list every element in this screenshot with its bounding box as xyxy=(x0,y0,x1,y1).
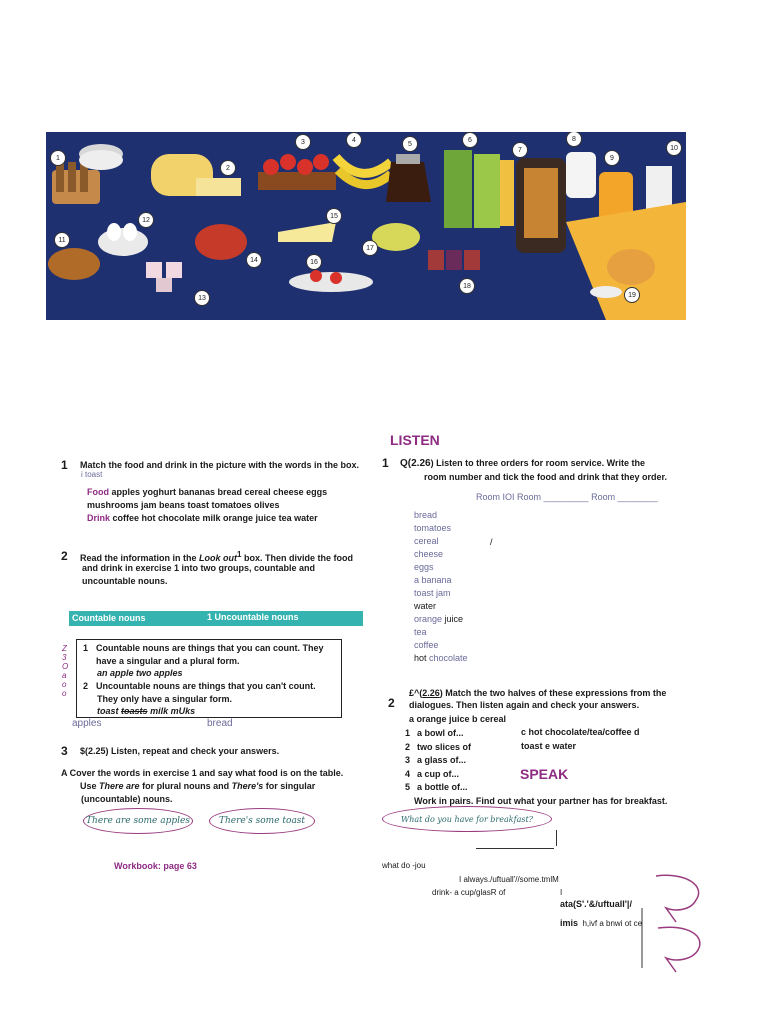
olives-drawing xyxy=(372,223,420,251)
room-item-label: a banana xyxy=(414,575,452,585)
listen-exercise-1-line1 xyxy=(400,458,645,469)
drink-label: Drink xyxy=(87,513,111,523)
room-service-item-list xyxy=(414,510,468,666)
expression-text: a bowl of... xyxy=(417,728,464,738)
room-item xyxy=(414,627,468,640)
rule-2-line1: Uncountable nouns are things that you can't count. xyxy=(96,681,316,691)
picture-label-7: 7 xyxy=(512,142,528,158)
expression-item xyxy=(405,769,471,783)
breakfast-illustration xyxy=(46,132,686,320)
tick-mark: / xyxy=(490,537,493,547)
prompt-fragment-2: I always./uftuall'//some.tmlM xyxy=(459,875,559,884)
ex4-e: for singular xyxy=(265,781,316,791)
listen-exercise-2-line1 xyxy=(409,688,681,698)
listen-1-text: ) Listen to three orders for room service. Write the xyxy=(430,458,645,468)
exercise-3-instruction: $(2.25) Listen, repeat and check your answers. xyxy=(80,746,280,756)
listen-exercise-2-number: 2 xyxy=(388,696,395,710)
expression-number: 4 xyxy=(405,768,411,779)
room-item-label: cereal xyxy=(414,536,439,546)
nouns-table-header xyxy=(69,611,363,626)
room-item xyxy=(414,588,468,601)
jam-drawing xyxy=(428,250,480,270)
expression-text: two slices of xyxy=(417,741,472,752)
speak-heading: SPEAK xyxy=(520,766,569,782)
room-item-label: toast jam xyxy=(414,588,451,598)
juice-urn-drawing xyxy=(516,158,566,253)
exercise-2-line1 xyxy=(80,550,353,563)
picture-label-1: 1 xyxy=(50,150,66,166)
expression-number: 5 xyxy=(405,782,411,792)
exercise-1-instruction: Match the food and drink in the picture with the words in the box. xyxy=(80,460,360,470)
example-toasts-struck: toasts xyxy=(121,706,148,716)
expression-options-line2: toast e water xyxy=(521,741,577,751)
exercise-4-line3: (uncountable) nouns. xyxy=(81,794,173,804)
prompt-fragment-6 xyxy=(560,913,642,931)
picture-label-13: 13 xyxy=(194,290,210,306)
countable-column-apples: apples xyxy=(72,718,102,729)
listen-exercise-1-line2: room number and tick the food and drink that they order. xyxy=(424,472,668,482)
uncountable-column-bread: bread xyxy=(207,718,233,729)
food-words-line2: mushrooms jam beans toast tomatoes olives xyxy=(87,500,280,510)
expression-number: 1 xyxy=(405,728,411,738)
ex4-a: Use xyxy=(80,781,97,791)
exercise-2-number: 2 xyxy=(61,549,68,563)
picture-label-14: 14 xyxy=(246,252,262,268)
look-out-text: Look out xyxy=(199,553,238,563)
picture-label-8: 8 xyxy=(566,132,582,147)
room-item-label: tea xyxy=(414,627,427,637)
track2-prefix: £^( xyxy=(409,688,423,698)
picture-label-4: 4 xyxy=(346,132,362,148)
track-prefix: Q( xyxy=(400,458,412,469)
decorative-bubble-outlines xyxy=(636,868,710,978)
prompt-fragment-3: drink- a cup/glasR of xyxy=(432,888,506,897)
room-item-label: coffee xyxy=(414,640,439,650)
exercise-4-line2 xyxy=(80,781,315,791)
room-item-label-2: juice xyxy=(444,614,464,624)
expression-number: 3 xyxy=(405,755,411,765)
rule-2-example xyxy=(97,706,195,716)
expression-text: a cup of... xyxy=(417,768,460,779)
speak-instruction: Work in pairs. Find out what your partner has for breakfast. xyxy=(414,796,668,806)
drink-word-box-line xyxy=(87,513,318,523)
prompt-fragment-5: ata(S'.'&/uftuall'|/ xyxy=(560,899,632,909)
room-item xyxy=(414,640,468,653)
room-item-label: hot xyxy=(414,653,427,663)
picture-label-6: 6 xyxy=(462,132,478,148)
prompt-fragment-4: I xyxy=(560,888,563,897)
track-number: 2.26 xyxy=(411,458,431,469)
ex4-there-are: There are xyxy=(99,781,140,791)
rule-1-line1: Countable nouns are things that you can count. They xyxy=(96,643,324,653)
room-item xyxy=(414,653,468,666)
food-label: Food xyxy=(87,487,109,497)
look-out-side-label: Z3 O a o o xyxy=(62,644,69,698)
expression-item xyxy=(405,782,471,796)
frag6-b: h,ivf a bnwi ot ce xyxy=(582,919,643,928)
example-toast: toast xyxy=(97,706,119,716)
room-item xyxy=(414,562,468,575)
expression-item xyxy=(405,728,471,742)
room-item xyxy=(414,601,468,614)
expression-text: a bottle of... xyxy=(417,782,468,792)
listen-2-text: ) Match the two halves of these expressions from the xyxy=(439,688,667,698)
exercise-3-number: 3 xyxy=(61,744,68,758)
exercise-2-line2: and drink in exercise 1 into two groups, countable and xyxy=(82,563,316,573)
room-item-label-2: chocolate xyxy=(429,653,468,663)
exercise-1-note: i toast xyxy=(81,470,103,479)
room-item xyxy=(414,614,468,627)
room-item xyxy=(414,510,468,523)
room-item-label: tomatoes xyxy=(414,523,452,533)
speech-bubble-question: What do you have for breakfast? xyxy=(382,806,552,832)
picture-label-3: 3 xyxy=(295,134,311,150)
beans-drawing xyxy=(48,248,100,280)
example-milk: milk mUks xyxy=(150,706,196,716)
expression-text: a glass of... xyxy=(417,755,467,765)
room-item-label: eggs xyxy=(414,562,434,572)
cereal-boxes-drawing xyxy=(444,150,514,228)
plates-drawing xyxy=(79,144,123,170)
listen-exercise-2-options: a orange juice b cereal xyxy=(409,714,507,724)
countable-header: Countable nouns xyxy=(72,613,146,623)
expression-item xyxy=(405,742,471,756)
room-columns-header: Room IOI Room _________ Room ________ xyxy=(476,492,658,502)
speech-bubble-there-are: There are some apples xyxy=(83,808,193,834)
speech-bubble-theres: There's some toast xyxy=(209,808,315,834)
drink-words: coffee hot chocolate milk orange juice tea water xyxy=(112,513,318,523)
ex4-c: for plural nouns and xyxy=(142,781,230,791)
room-item-label: bread xyxy=(414,510,438,520)
exercise-2-line3: uncountable nouns. xyxy=(82,576,168,586)
picture-label-2: 2 xyxy=(220,160,236,176)
expression-number: 2 xyxy=(405,741,411,752)
ex4-theres: There's xyxy=(231,781,264,791)
rule-1-number: 1 xyxy=(83,643,89,653)
picture-label-10: 10 xyxy=(666,140,682,156)
expression-options-line1: c hot chocolate/tea/coffee d xyxy=(521,727,640,737)
food-word-box-line1 xyxy=(87,487,327,497)
picture-label-11: 11 xyxy=(54,232,70,248)
picture-label-15: 15 xyxy=(326,208,342,224)
workbook-reference: Workbook: page 63 xyxy=(114,861,197,871)
room-item-label: cheese xyxy=(414,549,444,559)
rule-2-line2: They only have a singular form. xyxy=(97,694,233,704)
ex2-text-a: Read the information in the xyxy=(80,553,197,563)
rule-1-line2: have a singular and a plural form. xyxy=(96,656,240,666)
listen-exercise-2-line2: dialogues. Then listen again and check your answers. xyxy=(409,700,640,710)
picture-label-9: 9 xyxy=(604,150,620,166)
track2-number: 2.26 xyxy=(422,688,440,698)
listen-heading: LISTEN xyxy=(390,432,440,448)
expression-item xyxy=(405,755,471,769)
ex2-text-c: box. Then divide the food xyxy=(244,553,353,563)
room-item xyxy=(414,536,468,549)
look-out-box xyxy=(76,639,342,718)
exercise-1-number: 1 xyxy=(61,458,68,472)
room-item xyxy=(414,523,468,536)
room-item xyxy=(414,575,468,588)
room-item-label: orange xyxy=(414,614,443,624)
answer-line xyxy=(476,848,554,849)
exercise-4-line1: A Cover the words in exercise 1 and say what food is on the table. xyxy=(61,768,344,778)
tomato-bowl-drawing xyxy=(195,224,247,260)
room-item-label: water xyxy=(414,601,437,611)
picture-label-16: 16 xyxy=(306,254,322,270)
picture-label-5: 5 xyxy=(402,136,418,152)
rule-1-example: an apple two apples xyxy=(97,668,183,678)
frag6-a: imis xyxy=(560,918,579,928)
ex2-superscript: 1 xyxy=(237,550,242,559)
picture-label-18: 18 xyxy=(459,278,475,294)
room-item xyxy=(414,549,468,562)
picture-label-19: 19 xyxy=(624,287,640,303)
answer-line-mark xyxy=(556,830,557,846)
prompt-fragment-1: what do -jou xyxy=(382,861,426,870)
picture-label-12: 12 xyxy=(138,212,154,228)
expression-halves-list xyxy=(405,728,471,796)
rule-2-number: 2 xyxy=(83,681,89,691)
picture-label-17: 17 xyxy=(362,240,378,256)
food-words: apples yoghurt bananas bread cereal cheese eggs xyxy=(111,487,328,497)
listen-exercise-1-number: 1 xyxy=(382,456,389,470)
uncountable-header: 1 Uncountable nouns xyxy=(207,612,299,622)
